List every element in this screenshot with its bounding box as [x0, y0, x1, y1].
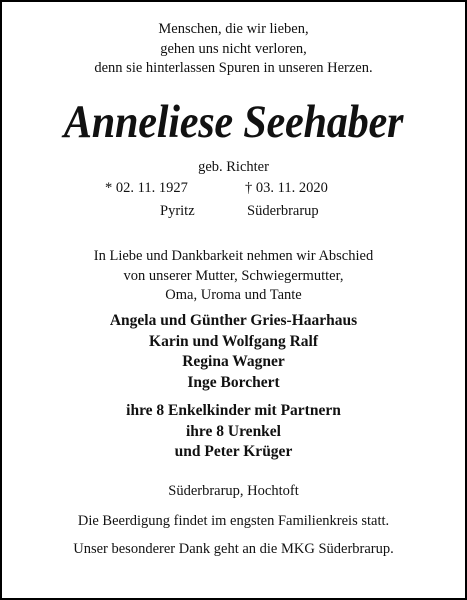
- maiden-name: geb. Richter: [198, 159, 269, 175]
- intro-line: In Liebe und Dankbarkeit nehmen wir Abschied: [93, 248, 374, 264]
- mourners-list: [0, 311, 467, 393]
- birth-place: Pyritz: [160, 203, 195, 219]
- farewell-intro: [0, 247, 467, 306]
- death-date: † 03. 11. 2020: [245, 180, 328, 196]
- intro-line: Oma, Uroma und Tante: [165, 287, 302, 303]
- funeral-note: Die Beerdigung findet im engsten Familienkreis statt.: [77, 513, 390, 529]
- birth-date: * 02. 11. 1927: [105, 180, 188, 196]
- family-line: ihre 8 Enkelkinder mit Partnern: [126, 402, 341, 419]
- intro-line: von unserer Mutter, Schwiegermutter,: [123, 267, 344, 284]
- mourner-name: Karin und Wolfgang Ralf: [149, 332, 318, 350]
- mourner-name: Angela und Günther Gries-Haarhaus: [109, 312, 358, 329]
- motto-line: Menschen, die wir lieben,: [158, 21, 309, 37]
- death-place: Süderbrarup: [247, 203, 319, 219]
- thanks-note: Unser besonderer Dank geht an die MKG Süderbrarup.: [73, 541, 394, 557]
- family-line: und Peter Krüger: [174, 443, 293, 460]
- motto-line: gehen uns nicht verloren,: [160, 40, 307, 57]
- motto-line: denn sie hinterlassen Spuren in unseren Herzen.: [94, 60, 373, 76]
- family-list: [0, 401, 467, 463]
- deceased-name: Anneliese Seehaber: [63, 96, 404, 148]
- address: Süderbrarup, Hochtoft: [168, 483, 299, 499]
- mourner-name: Regina Wagner: [182, 353, 285, 370]
- motto-verse: [0, 20, 467, 79]
- mourner-name: Inge Borchert: [187, 373, 280, 391]
- family-line: ihre 8 Urenkel: [185, 422, 281, 440]
